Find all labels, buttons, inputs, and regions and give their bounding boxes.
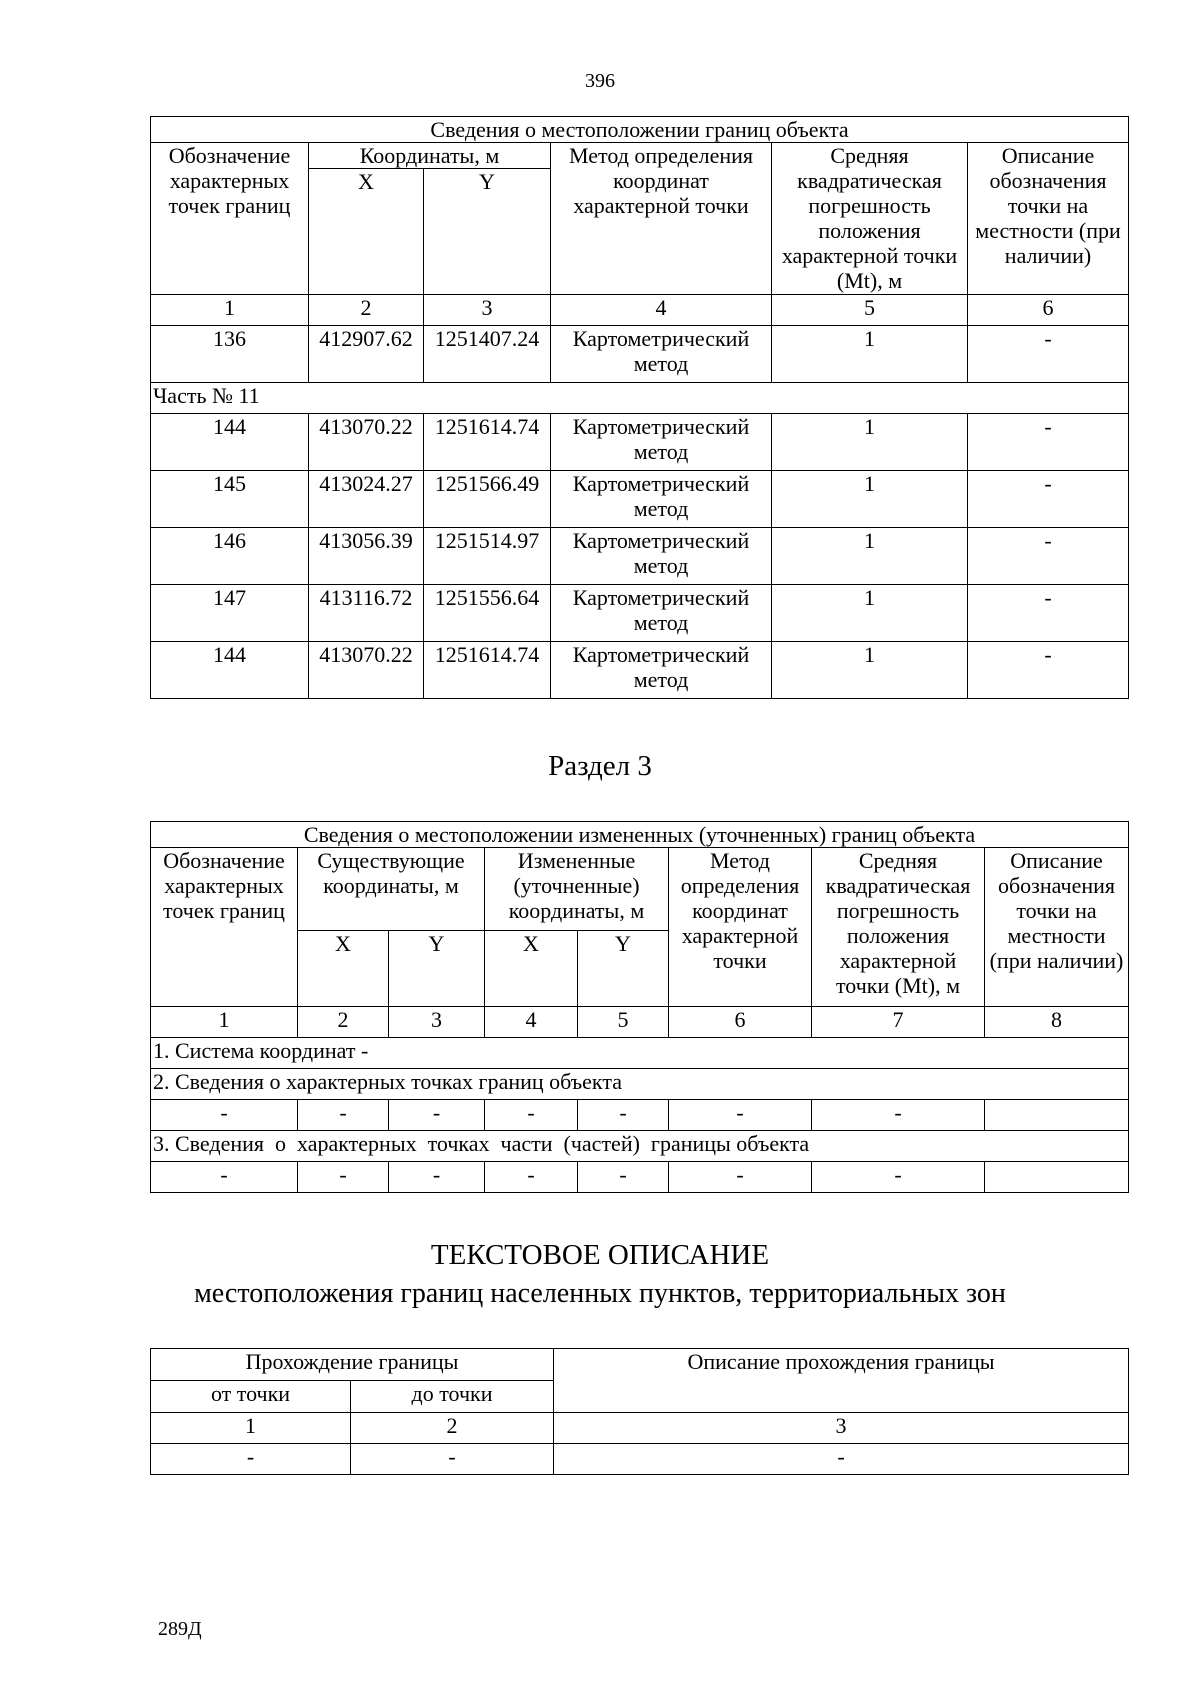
table-cell: - xyxy=(485,1162,578,1193)
points-label: 2. Сведения о характерных точках границ объекта xyxy=(151,1069,1129,1100)
table-cell: - xyxy=(151,1444,351,1475)
table-row xyxy=(151,642,1129,699)
changed-boundary-table xyxy=(150,821,1129,1193)
column-number: 5 xyxy=(772,295,968,326)
table-cell: - xyxy=(812,1162,985,1193)
cell-description: - xyxy=(968,326,1129,383)
header-x: X xyxy=(485,931,578,1007)
cell-description: - xyxy=(968,585,1129,642)
header-existing-coords: Существующие координаты, м xyxy=(298,848,485,931)
cell-x: 413070.22 xyxy=(309,414,424,471)
header-method: Метод определения координат характерной точки xyxy=(669,848,812,1007)
header-description: Описание прохождения границы xyxy=(554,1349,1129,1413)
header-y: Y xyxy=(578,931,669,1007)
cell-error: 1 xyxy=(772,414,968,471)
table-row xyxy=(151,471,1129,528)
cell-y: 1251407.24 xyxy=(424,326,551,383)
column-number: 7 xyxy=(812,1007,985,1038)
table-cell: - xyxy=(351,1444,554,1475)
column-number-row xyxy=(151,1413,1129,1444)
section-row xyxy=(151,1069,1129,1100)
header-x: X xyxy=(309,169,424,295)
cell-method: Картометрический метод xyxy=(551,326,772,383)
cell-point: 146 xyxy=(151,528,309,585)
header-changed-coords: Измененные (уточненные) координаты, м xyxy=(485,848,669,931)
header-y: Y xyxy=(389,931,485,1007)
table-row xyxy=(151,1162,1129,1193)
cell-point: 144 xyxy=(151,642,309,699)
cell-x: 413070.22 xyxy=(309,642,424,699)
column-number: 8 xyxy=(985,1007,1129,1038)
column-number: 5 xyxy=(578,1007,669,1038)
table-cell: - xyxy=(812,1100,985,1131)
part-label: Часть № 11 xyxy=(151,383,1129,414)
cell-point: 136 xyxy=(151,326,309,383)
cell-method: Картометрический метод xyxy=(551,471,772,528)
part-row xyxy=(151,383,1129,414)
document-subtitle: местоположения границ населенных пунктов, территориальных зон xyxy=(194,1278,1006,1309)
boundary-description-table xyxy=(150,1348,1129,1475)
header-point: Обозначение характерных точек границ xyxy=(151,848,298,1007)
parts-label: 3. Сведения о характерных точках части (частей) границы объекта xyxy=(151,1131,1129,1162)
cell-x: 413116.72 xyxy=(309,585,424,642)
cell-x: 413056.39 xyxy=(309,528,424,585)
table-cell: - xyxy=(298,1162,389,1193)
cell-description: - xyxy=(968,414,1129,471)
table-header-row xyxy=(151,1349,1129,1381)
table-row xyxy=(151,414,1129,471)
table-title: Сведения о местоположении границ объекта xyxy=(151,117,1129,143)
cell-y: 1251614.74 xyxy=(424,642,551,699)
cell-error: 1 xyxy=(772,471,968,528)
header-from: от точки xyxy=(151,1381,351,1413)
header-description: Описание обозначения точки на местности (при наличии) xyxy=(968,143,1129,295)
header-error: Средняя квадратическая погрешность положения характерной точки (Mt), м xyxy=(772,143,968,295)
header-passage: Прохождение границы xyxy=(151,1349,554,1381)
cell-description: - xyxy=(968,642,1129,699)
table-row xyxy=(151,1100,1129,1131)
table-cell: - xyxy=(298,1100,389,1131)
table-row xyxy=(151,528,1129,585)
cell-y: 1251566.49 xyxy=(424,471,551,528)
table-cell xyxy=(985,1162,1129,1193)
cell-point: 144 xyxy=(151,414,309,471)
table-title: Сведения о местоположении измененных (уточненных) границ объекта xyxy=(151,822,1129,848)
table-cell: - xyxy=(151,1100,298,1131)
table-title-row xyxy=(151,822,1129,848)
cell-x: 412907.62 xyxy=(309,326,424,383)
section-row xyxy=(151,1038,1129,1069)
column-number: 3 xyxy=(554,1413,1129,1444)
column-number: 3 xyxy=(389,1007,485,1038)
section-row xyxy=(151,1131,1129,1162)
table-cell: - xyxy=(389,1100,485,1131)
cell-method: Картометрический метод xyxy=(551,414,772,471)
column-number: 3 xyxy=(424,295,551,326)
boundary-table xyxy=(150,116,1129,699)
column-number: 2 xyxy=(309,295,424,326)
cell-error: 1 xyxy=(772,326,968,383)
header-x: X xyxy=(298,931,389,1007)
cell-error: 1 xyxy=(772,642,968,699)
column-number: 1 xyxy=(151,1007,298,1038)
table-row xyxy=(151,1444,1129,1475)
coordinate-system-label: 1. Система координат - xyxy=(151,1038,1129,1069)
table-row xyxy=(151,585,1129,642)
column-number: 2 xyxy=(298,1007,389,1038)
document-title: ТЕКСТОВОЕ ОПИСАНИЕ xyxy=(430,1239,770,1271)
table-cell xyxy=(985,1100,1129,1131)
table-cell: - xyxy=(669,1162,812,1193)
column-number: 6 xyxy=(968,295,1129,326)
cell-point: 147 xyxy=(151,585,309,642)
column-number: 2 xyxy=(351,1413,554,1444)
table-cell: - xyxy=(578,1162,669,1193)
header-coords: Координаты, м xyxy=(309,143,551,169)
header-point: Обозначение характерных точек границ xyxy=(151,143,309,295)
table-cell: - xyxy=(389,1162,485,1193)
page-number: 396 xyxy=(585,70,615,92)
table-cell: - xyxy=(151,1162,298,1193)
footer-code: 289Д xyxy=(158,1618,202,1640)
column-number-row xyxy=(151,1007,1129,1038)
table-cell: - xyxy=(578,1100,669,1131)
column-number: 1 xyxy=(151,295,309,326)
section-title: Раздел 3 xyxy=(548,750,652,782)
header-method: Метод определения координат характерной точки xyxy=(551,143,772,295)
column-number: 4 xyxy=(551,295,772,326)
cell-error: 1 xyxy=(772,528,968,585)
table-cell: - xyxy=(669,1100,812,1131)
cell-point: 145 xyxy=(151,471,309,528)
header-error: Средняя квадратическая погрешность положения характерной точки (Mt), м xyxy=(812,848,985,1007)
cell-error: 1 xyxy=(772,585,968,642)
column-number: 6 xyxy=(669,1007,812,1038)
cell-y: 1251556.64 xyxy=(424,585,551,642)
table-cell: - xyxy=(554,1444,1129,1475)
column-number: 1 xyxy=(151,1413,351,1444)
column-number-row xyxy=(151,295,1129,326)
table-title-row xyxy=(151,117,1129,143)
cell-y: 1251614.74 xyxy=(424,414,551,471)
header-description: Описание обозначения точки на местности (при наличии) xyxy=(985,848,1129,1007)
table-header-row xyxy=(151,848,1129,931)
header-to: до точки xyxy=(351,1381,554,1413)
cell-method: Картометрический метод xyxy=(551,528,772,585)
column-number: 4 xyxy=(485,1007,578,1038)
header-y: Y xyxy=(424,169,551,295)
table-header-row xyxy=(151,143,1129,169)
cell-description: - xyxy=(968,471,1129,528)
cell-method: Картометрический метод xyxy=(551,585,772,642)
table-row xyxy=(151,326,1129,383)
cell-x: 413024.27 xyxy=(309,471,424,528)
cell-y: 1251514.97 xyxy=(424,528,551,585)
table-cell: - xyxy=(485,1100,578,1131)
cell-description: - xyxy=(968,528,1129,585)
cell-method: Картометрический метод xyxy=(551,642,772,699)
